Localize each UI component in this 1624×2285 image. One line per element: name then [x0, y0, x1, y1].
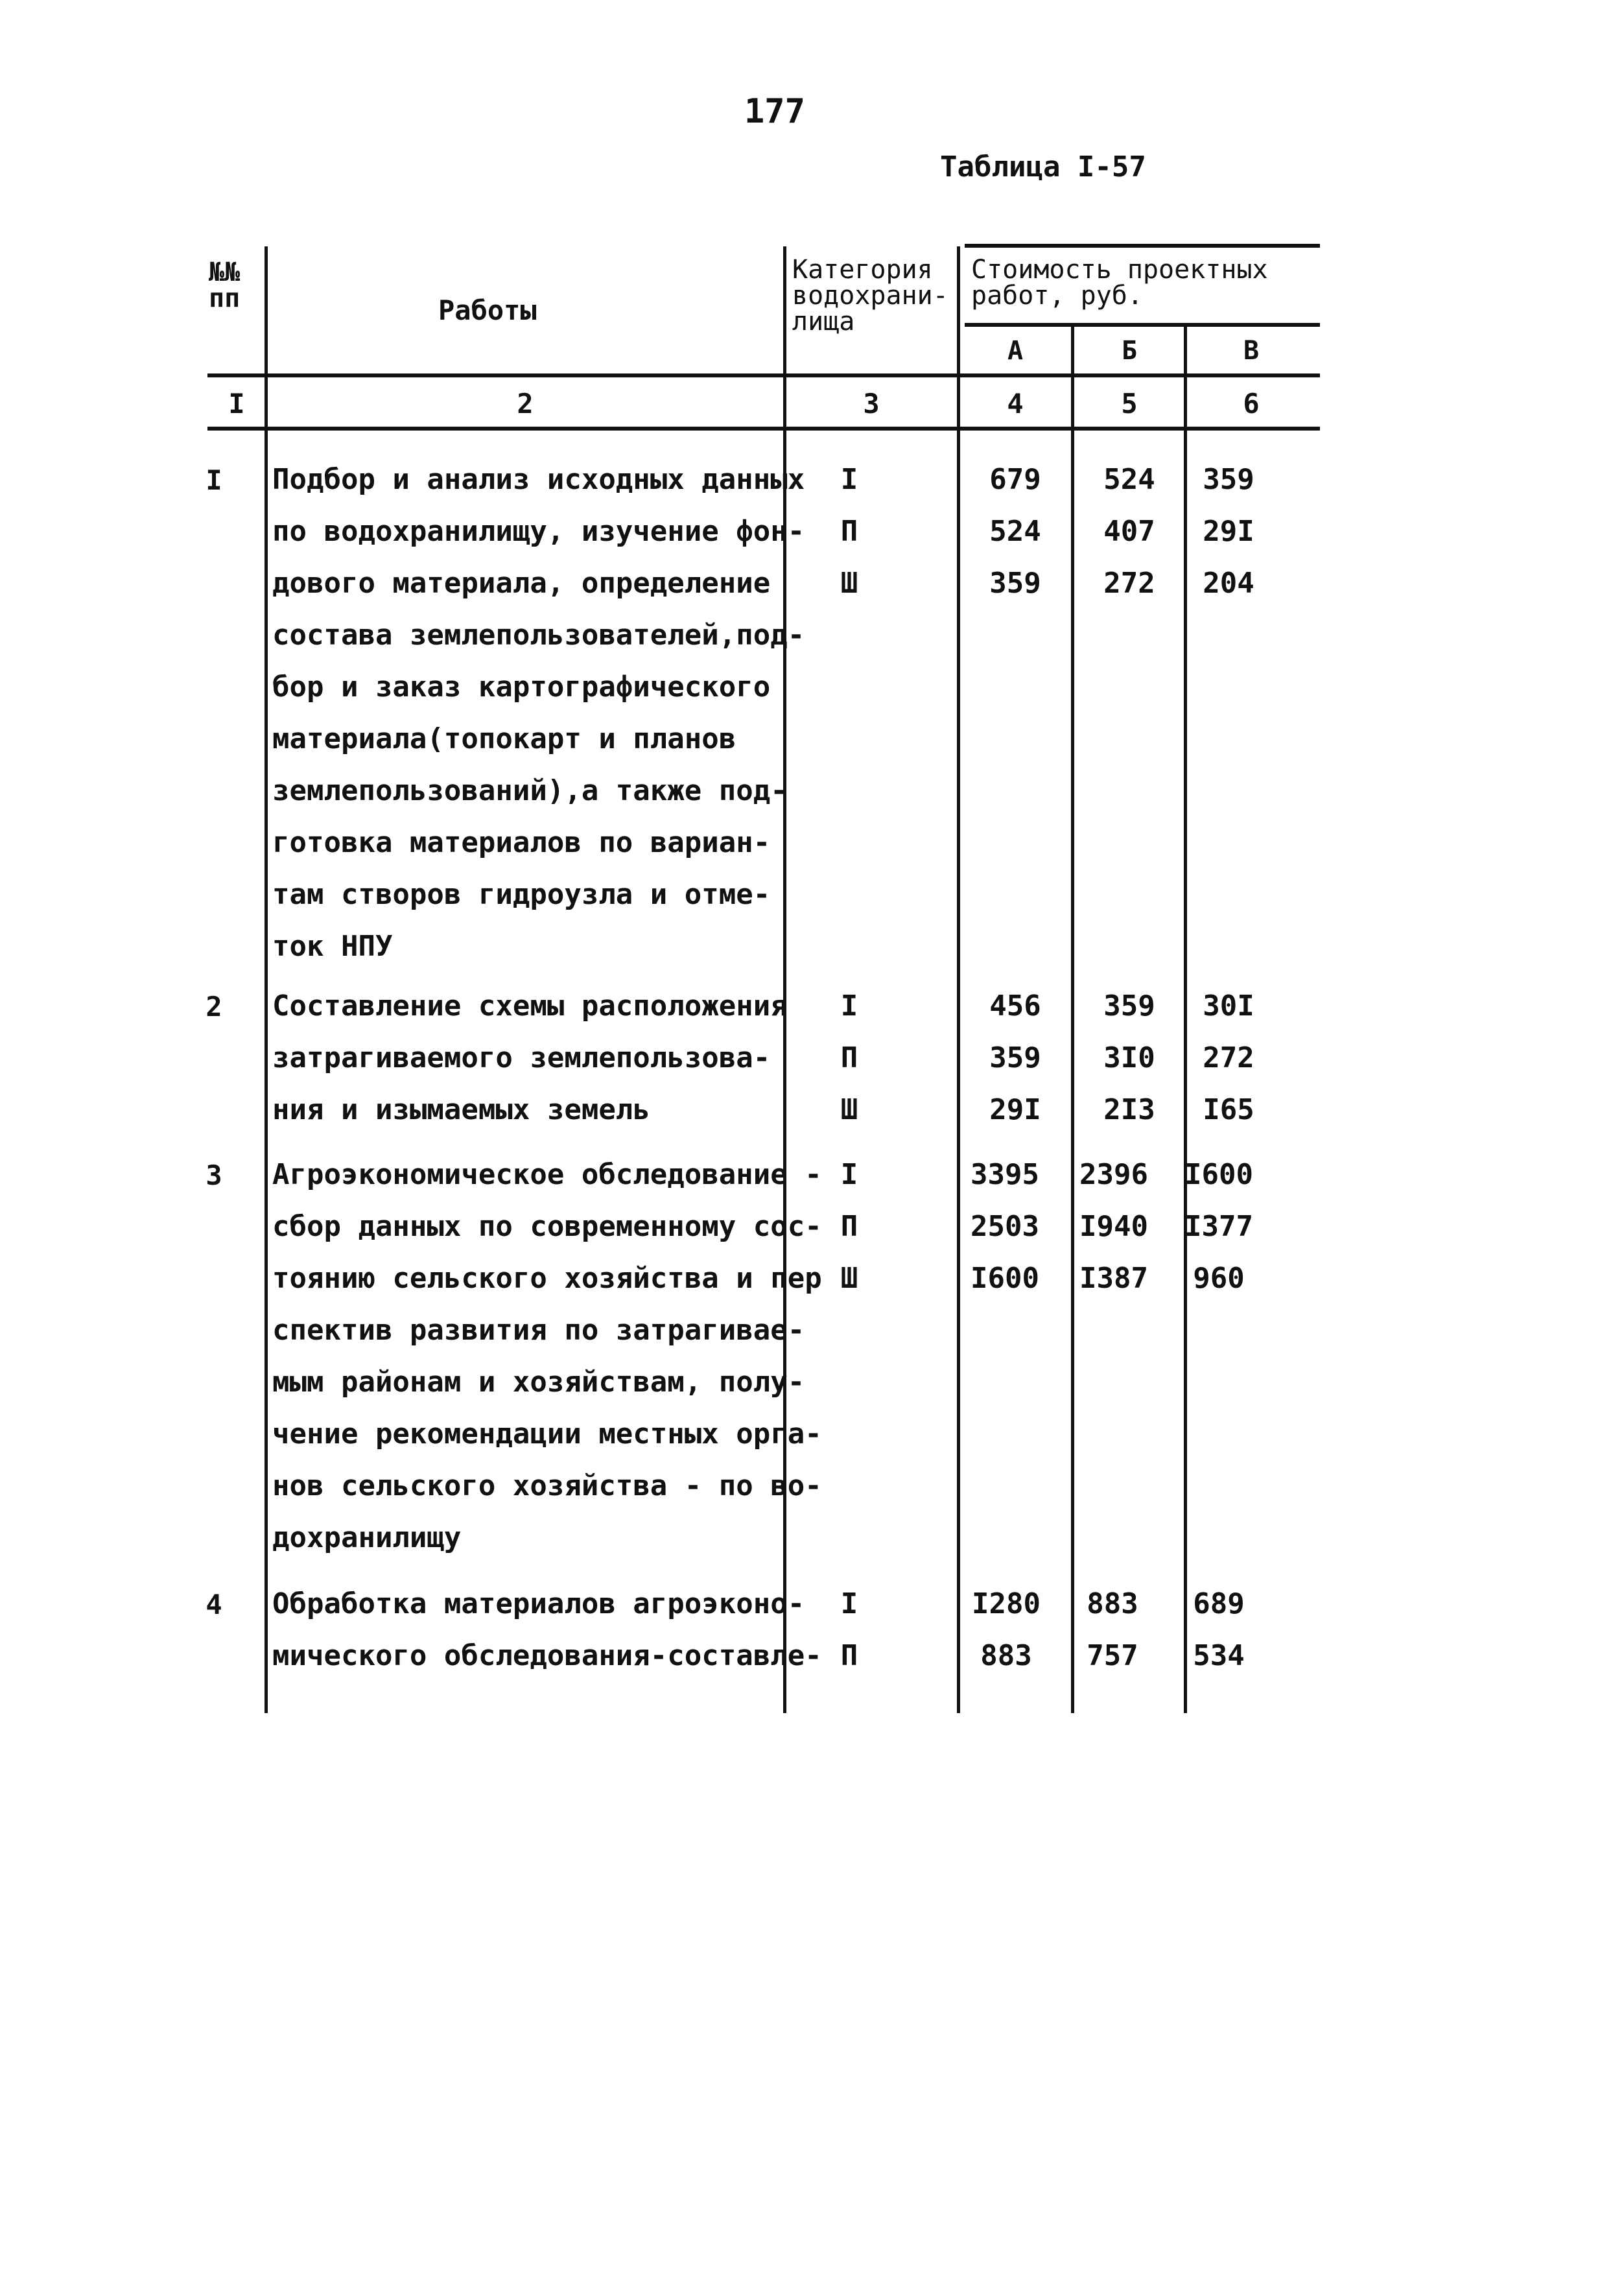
work-line: Агроэкономическое обследование - [272, 1158, 822, 1191]
row-work-text [272, 1578, 822, 1682]
header-sub-v: В [1243, 336, 1260, 366]
header-col-cost [971, 257, 1268, 309]
row-cost-a [959, 454, 1071, 610]
work-line: Обработка материалов агроэконо- [272, 1587, 805, 1620]
row-cost-v [1186, 454, 1271, 610]
row-category [810, 454, 888, 610]
category-value: П [840, 1639, 858, 1672]
cost-value: 3395 [971, 1158, 1039, 1191]
work-line: землепользований),а также под- [272, 774, 788, 807]
cost-value: I940 [1079, 1210, 1148, 1243]
cost-value: I600 [1184, 1158, 1253, 1191]
work-line: там створов гидроузла и отме- [272, 878, 771, 911]
page-number: 177 [744, 92, 805, 131]
cost-value: 524 [1103, 463, 1155, 496]
cost-value: 2503 [971, 1210, 1039, 1243]
row-cost-b [1058, 1149, 1170, 1305]
category-value: П [840, 515, 858, 548]
category-value: П [840, 1210, 858, 1243]
header-col-category [792, 257, 948, 335]
cost-value: 3I0 [1103, 1041, 1155, 1074]
work-line: сбор данных по современному сос- [272, 1210, 822, 1243]
cost-value: I65 [1203, 1093, 1254, 1126]
row-cost-a [949, 1149, 1061, 1305]
work-line: дового материала, определение [272, 567, 771, 600]
work-line: мического обследования-составле- [272, 1639, 822, 1672]
colnum-4: 4 [1007, 388, 1024, 420]
row-number: 4 [206, 1589, 222, 1620]
work-line: по водохранилищу, изучение фон- [272, 515, 805, 548]
cost-value: 204 [1203, 567, 1254, 600]
row-work-text [272, 454, 805, 973]
cost-value: 883 [1087, 1587, 1138, 1620]
cost-value: 679 [989, 463, 1041, 496]
row-cost-a [959, 980, 1071, 1136]
cost-value: 456 [989, 989, 1041, 1023]
rule-top-cost [965, 244, 1320, 248]
category-value: Ш [840, 1262, 858, 1295]
header-col-category-line2: водохрани- [792, 281, 948, 311]
row-work-text [272, 980, 791, 1136]
row-number: I [206, 464, 222, 496]
header-sub-a: А [1007, 336, 1024, 366]
row-cost-a [950, 1578, 1062, 1682]
cost-value: 29I [989, 1093, 1041, 1126]
cost-value: I387 [1079, 1262, 1148, 1295]
category-value: Ш [840, 567, 858, 600]
row-cost-v [1167, 1149, 1271, 1305]
table-label: Таблица I-57 [940, 150, 1146, 184]
rule-colnum-bottom [207, 427, 1320, 431]
cost-value: 2396 [1079, 1158, 1148, 1191]
colnum-2: 2 [517, 388, 534, 420]
work-line: Составление схемы расположения [272, 989, 788, 1023]
header-col-cost-line2: работ, руб. [971, 281, 1143, 311]
row-cost-v [1186, 980, 1271, 1136]
row-cost-b [1057, 1578, 1168, 1682]
header-sub-b: Б [1121, 336, 1138, 366]
cost-value: 883 [980, 1639, 1032, 1672]
row-cost-b [1074, 980, 1185, 1136]
category-value: I [840, 1158, 858, 1191]
category-value: Ш [840, 1093, 858, 1126]
cost-value: 960 [1193, 1262, 1245, 1295]
cost-value: 272 [1203, 1041, 1254, 1074]
header-col-num-line1: №№ [209, 257, 241, 287]
cost-value: 534 [1193, 1639, 1245, 1672]
category-value: I [840, 1587, 858, 1620]
row-number: 3 [206, 1159, 222, 1191]
row-cost-v [1173, 1578, 1264, 1682]
cost-value: 272 [1103, 567, 1155, 600]
colnum-6: 6 [1243, 388, 1260, 420]
work-line: спектив развития по затрагивае- [272, 1314, 805, 1347]
header-col-num-line2: пп [209, 283, 241, 313]
cost-value: 2I3 [1103, 1093, 1155, 1126]
header-col-num [209, 259, 240, 311]
cost-value: 359 [1103, 989, 1155, 1023]
work-line: затрагиваемого землепользова- [272, 1041, 771, 1074]
rule-header-bottom [207, 373, 1320, 377]
cost-value: 689 [1193, 1587, 1245, 1620]
header-col-work: Работы [438, 294, 537, 326]
work-line: бор и заказ картографического [272, 670, 771, 704]
vline-1 [265, 246, 268, 1713]
colnum-3: 3 [863, 388, 880, 420]
cost-value: 359 [989, 1041, 1041, 1074]
colnum-5: 5 [1121, 388, 1138, 420]
category-value: I [840, 989, 858, 1023]
category-value: I [840, 463, 858, 496]
row-category [810, 1149, 888, 1305]
row-cost-b [1074, 454, 1185, 610]
cost-value: 359 [989, 567, 1041, 600]
work-line: тоянию сельского хозяйства и пер [272, 1262, 822, 1295]
cost-value: 407 [1103, 515, 1155, 548]
work-line: состава землепользователей,под- [272, 619, 805, 652]
work-line: готовка материалов по вариан- [272, 826, 771, 859]
work-line: нов сельского хозяйства - по во- [272, 1469, 822, 1502]
header-col-cost-line1: Стоимость проектных [971, 255, 1268, 285]
work-line: мым районам и хозяйствам, полу- [272, 1366, 805, 1399]
rule-under-cost [965, 323, 1320, 327]
header-col-category-line1: Категория [792, 255, 933, 285]
work-line: дохранилищу [272, 1521, 462, 1554]
row-work-text [272, 1149, 822, 1564]
cost-value: 30I [1203, 989, 1254, 1023]
work-line: чение рекомендации местных орга- [272, 1417, 822, 1450]
work-line: Подбор и анализ исходных данных [272, 463, 805, 496]
colnum-1: I [228, 388, 245, 420]
cost-value: 359 [1203, 463, 1254, 496]
row-category [810, 1578, 888, 1682]
row-category [810, 980, 888, 1136]
work-line: материала(топокарт и планов [272, 722, 736, 755]
row-number: 2 [206, 991, 222, 1023]
work-line: ния и изымаемых земель [272, 1093, 650, 1126]
cost-value: 29I [1203, 515, 1254, 548]
category-value: П [840, 1041, 858, 1074]
header-col-category-line3: лища [792, 307, 855, 337]
cost-value: I377 [1184, 1210, 1253, 1243]
cost-value: 524 [989, 515, 1041, 548]
cost-value: I600 [971, 1262, 1039, 1295]
work-line: ток НПУ [272, 930, 393, 963]
cost-value: 757 [1087, 1639, 1138, 1672]
cost-value: I280 [972, 1587, 1041, 1620]
